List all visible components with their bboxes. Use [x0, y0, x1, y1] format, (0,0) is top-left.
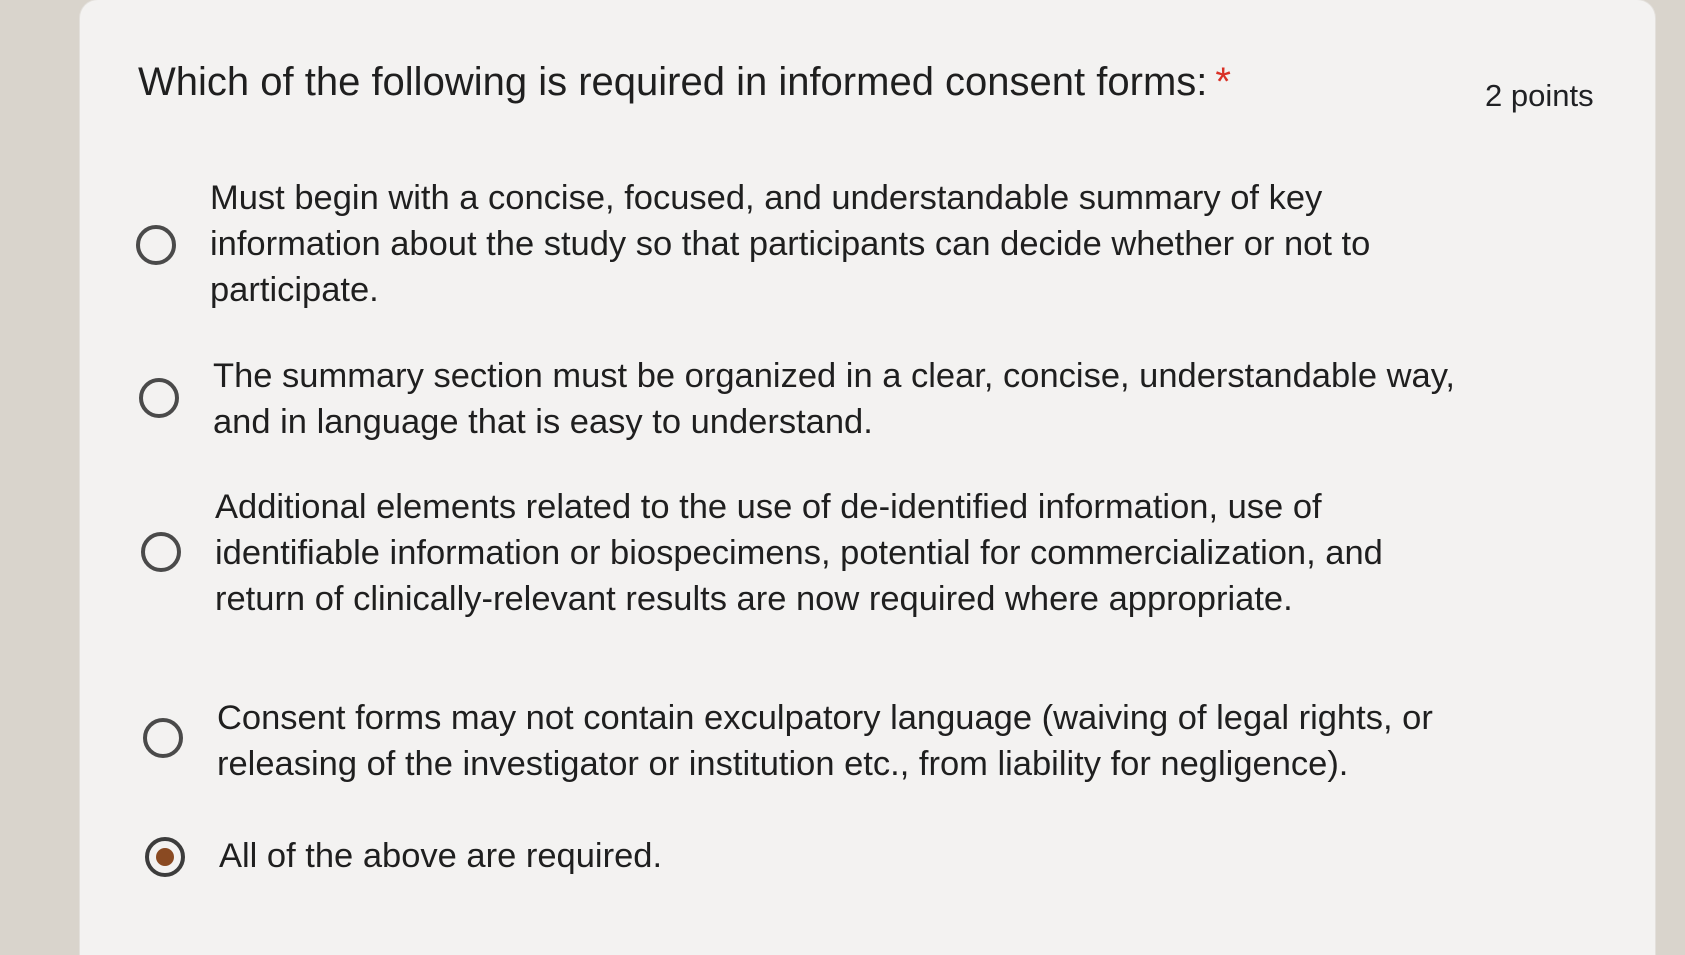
question-text: Which of the following is required in informed consent forms:: [138, 60, 1208, 104]
option-label: [215, 484, 1383, 622]
question-card: [80, 0, 1655, 955]
option-label-line: and in language that is easy to understand.: [213, 403, 873, 441]
radio-button[interactable]: [141, 532, 181, 572]
question-title: [138, 60, 1231, 105]
option-label-line: releasing of the investigator or institution etc., from liability for negligence).: [217, 745, 1349, 783]
option-label-line: participate.: [210, 271, 379, 309]
radio-button[interactable]: [139, 378, 179, 418]
option-label: [210, 175, 1370, 313]
option-label-line: Consent forms may not contain exculpatory language (waiving of legal rights, or: [217, 699, 1433, 737]
radio-selected-dot: [156, 848, 174, 866]
option-label-line: Must begin with a concise, focused, and understandable summary of key: [210, 179, 1323, 217]
points-label: 2 points: [1485, 78, 1594, 113]
option-label-line: information about the study so that participants can decide whether or not to: [210, 225, 1371, 263]
option-label: [219, 833, 662, 879]
option-label-line: return of clinically-relevant results are now required where appropriate.: [215, 580, 1293, 618]
option-label-line: identifiable information or biospecimens, potential for commercialization, and: [215, 534, 1383, 572]
option-label: [213, 353, 1455, 445]
option-label-line: Additional elements related to the use of de-identified information, use of: [215, 488, 1322, 526]
radio-button[interactable]: [143, 718, 183, 758]
radio-button[interactable]: [136, 225, 176, 265]
radio-button[interactable]: [145, 837, 185, 877]
option-label-line: The summary section must be organized in a clear, concise, understandable way,: [213, 357, 1455, 395]
required-marker: *: [1215, 60, 1231, 104]
option-label-line: All of the above are required.: [219, 837, 663, 875]
option-label: [217, 695, 1433, 787]
